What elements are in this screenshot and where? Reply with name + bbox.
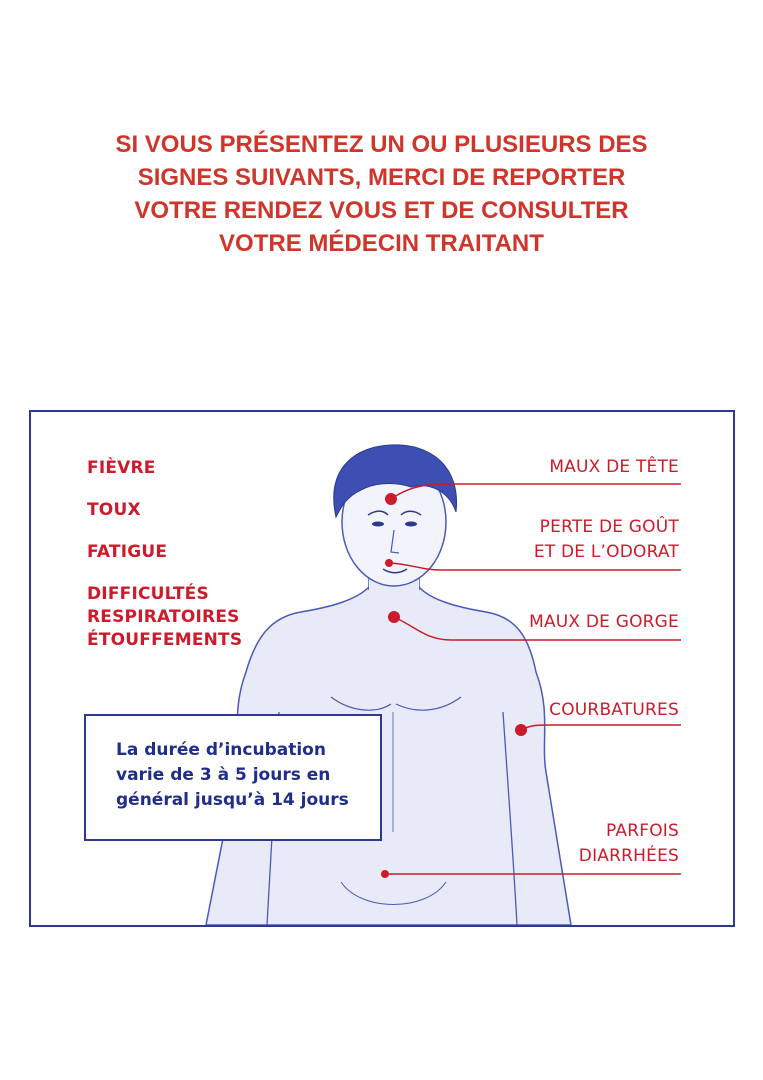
symptom-diarrhea-line-1: PARFOIS xyxy=(606,821,679,841)
symptom-breathing-1: DIFFICULTÉS xyxy=(87,584,209,604)
symptoms-panel xyxy=(29,410,735,927)
symptom-taste-smell-line-1: PERTE DE GOÛT xyxy=(539,517,679,537)
symptom-fever: FIÈVRE xyxy=(87,458,156,478)
headline-line-4: VOTRE MÉDECIN TRAITANT xyxy=(219,230,544,257)
incubation-line-1: La durée d’incubation xyxy=(116,740,326,760)
symptom-diarrhea xyxy=(579,819,679,869)
symptom-fatigue: FATIGUE xyxy=(87,542,168,562)
symptom-aches: COURBATURES xyxy=(549,700,679,720)
headline-line-1: SI VOUS PRÉSENTEZ UN OU PLUSIEURS DES xyxy=(115,131,648,158)
symptom-headache: MAUX DE TÊTE xyxy=(549,457,679,477)
symptom-taste-smell-line-2: ET DE L’ODORAT xyxy=(533,542,679,562)
symptom-taste-smell xyxy=(534,515,679,565)
symptom-breathing-3: ÉTOUFFEMENTS xyxy=(87,630,243,650)
symptom-throat: MAUX DE GORGE xyxy=(529,612,679,632)
incubation-line-2: varie de 3 à 5 jours en xyxy=(116,765,331,785)
headline-line-2: SIGNES SUIVANTS, MERCI DE REPORTER xyxy=(137,164,626,191)
incubation-text xyxy=(116,738,349,813)
symptom-diarrhea-line-2: DIARRHÉES xyxy=(578,846,679,866)
incubation-line-3: général jusqu’à 14 jours xyxy=(116,790,349,810)
incubation-box xyxy=(84,714,382,841)
symptom-breathing-2: RESPIRATOIRES xyxy=(87,607,240,627)
headline xyxy=(40,128,723,260)
symptom-cough: TOUX xyxy=(87,500,141,520)
headline-line-3: VOTRE RENDEZ VOUS ET DE CONSULTER xyxy=(134,197,629,224)
